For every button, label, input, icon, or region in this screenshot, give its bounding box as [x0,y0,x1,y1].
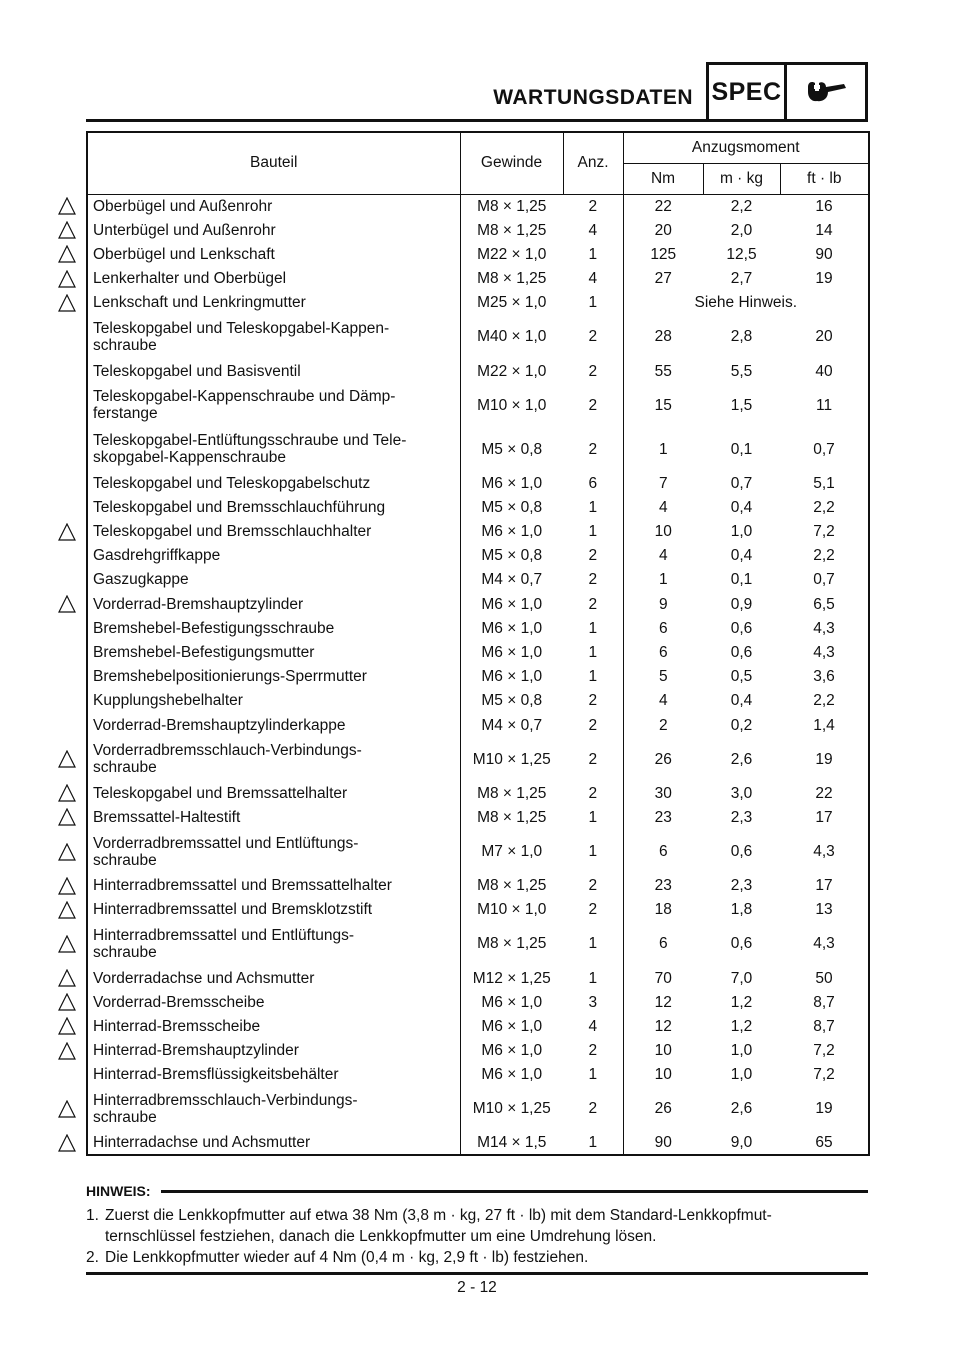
cell-thread: M8 × 1,25 [460,922,563,966]
table-row [87,427,869,471]
table-row [87,1039,869,1063]
cell-nm: 10 [623,520,703,544]
cell-thread: M5 × 0,8 [460,495,563,519]
table-row [87,805,869,829]
cell-nm: 6 [623,640,703,664]
cell-mkg: 2,0 [730,221,753,239]
cell-mkg: 1,0 [730,1066,753,1084]
cell-thread: M10 × 1,0 [460,898,563,922]
cell-qty: 2 [588,877,598,895]
cell-ftlb: 6,5 [813,595,835,613]
cell-nm: 23 [623,805,703,829]
cell-thread: M5 × 0,8 [460,427,563,471]
table-row [87,242,869,266]
cell-mkg: 2,3 [730,877,753,895]
cell-qty: 3 [588,993,598,1011]
cell-mkg: 0,1 [730,571,753,589]
cell-mkg: 2,6 [730,750,753,768]
cell-nm: 22 [623,194,703,218]
table-row [87,1131,869,1155]
cell-part: Hinterradbremsschlauch-Verbindungs- schraube [87,1087,460,1131]
cell-qty: 4 [588,221,598,239]
cell-ftlb: 2,2 [813,547,835,565]
table-row [87,713,869,737]
cell-part: Teleskopgabel-Kappenschraube und Dämp- ferstange [87,383,460,427]
cell-qty: 6 [588,474,598,492]
cell-ftlb: 50 [815,969,833,987]
cell-qty: 1 [588,843,598,861]
spec-badge [706,62,787,122]
cell-thread: M5 × 0,8 [460,689,563,713]
cell-thread: M6 × 1,0 [460,640,563,664]
cell-nm: 4 [623,689,703,713]
cell-part: Vorderradachse und Achsmutter [87,966,460,990]
note-heading: HINWEIS: [86,1182,151,1199]
cell-qty: 1 [588,668,598,686]
cell-qty: 1 [588,245,598,263]
cell-nm: 26 [623,1087,703,1131]
note-section [86,1182,868,1268]
cell-nm: 55 [623,359,703,383]
cell-qty: 1 [588,644,598,662]
cell-qty: 1 [588,935,598,953]
cell-part: Unterbügel und Außenrohr [87,218,460,242]
table-row [87,495,869,519]
cell-mkg: 0,6 [730,843,753,861]
table-row [87,665,869,689]
col-header-torque: Anzugsmoment [623,132,869,163]
cell-mkg: 7,0 [730,969,753,987]
cell-qty: 1 [588,808,598,826]
cell-qty: 2 [588,328,598,346]
page-title: WARTUNGSDATEN [493,86,693,109]
col-header-nm: Nm [623,163,703,194]
cell-nm: 23 [623,874,703,898]
cell-part: Hinterradbremssattel und Bremssattelhalter [87,874,460,898]
cell-thread: M6 × 1,0 [460,665,563,689]
cell-thread: M22 × 1,0 [460,242,563,266]
cell-qty: 1 [588,1133,598,1151]
cell-mkg: 0,5 [730,668,753,686]
cell-qty: 2 [588,595,598,613]
note-item: 1. Zuerst die Lenkkopfmutter auf etwa 38 Nm (3,8 m · kg, 27 ft · lb) mit dem Standard-Lenkkopfmut- ternschlüssel festziehen, danach die Lenkkopfmutter um eine Umdrehung lösen. [86,1207,772,1245]
cell-ftlb: 13 [815,901,833,919]
page-number: 2 - 12 [457,1279,497,1296]
table-row [87,689,869,713]
cell-mkg: 2,2 [730,197,753,215]
cell-nm: 1 [623,568,703,592]
cell-nm: 5 [623,665,703,689]
cell-nm: 15 [623,383,703,427]
cell-mkg: 12,5 [726,245,757,263]
cell-part: Bremshebel-Befestigungsmutter [87,640,460,664]
cell-qty: 4 [588,270,598,288]
table-row [87,315,869,359]
table-row [87,218,869,242]
torque-table-body [87,194,869,1155]
cell-part: Bremssattel-Haltestift [87,805,460,829]
cell-ftlb: 4,3 [813,644,835,662]
cell-ftlb: 17 [815,877,833,895]
cell-thread: M6 × 1,0 [460,471,563,495]
cell-nm: 26 [623,737,703,781]
col-header-thread: Gewinde [460,132,563,194]
cell-ftlb: 20 [815,328,833,346]
cell-ftlb: 11 [815,396,833,414]
cell-ftlb: 22 [815,784,833,802]
cell-thread: M10 × 1,25 [460,737,563,781]
cell-ftlb: 0,7 [813,440,835,458]
note-list [86,1205,868,1268]
cell-ftlb: 5,1 [813,474,835,492]
cell-part: Hinterradbremssattel und Entlüftungs- schraube [87,922,460,966]
cell-nm: 6 [623,830,703,874]
cell-part: Hinterradachse und Achsmutter [87,1131,460,1155]
cell-ftlb: 65 [815,1133,833,1151]
cell-thread: M8 × 1,25 [460,218,563,242]
cell-qty: 2 [588,362,598,380]
cell-part: Vorderrad-Bremshauptzylinderkappe [87,713,460,737]
cell-ftlb: 3,6 [813,668,835,686]
cell-part: Bremshebelpositionierungs-Sperrmutter [87,665,460,689]
cell-nm: 20 [623,218,703,242]
cell-thread: M10 × 1,25 [460,1087,563,1131]
cell-mkg: 0,7 [730,474,753,492]
table-row [87,194,869,218]
cell-part: Bremshebel-Befestigungsschraube [87,616,460,640]
cell-mkg: 0,4 [730,547,753,565]
cell-nm: 1 [623,427,703,471]
cell-nm: 9 [623,592,703,616]
cell-qty: 1 [588,523,598,541]
table-row [87,471,869,495]
cell-thread: M8 × 1,25 [460,194,563,218]
torque-table [86,131,870,1156]
cell-thread: M6 × 1,0 [460,616,563,640]
cell-ftlb: 7,2 [813,1066,835,1084]
cell-mkg: 0,6 [730,935,753,953]
table-row [87,990,869,1014]
table-row [87,1087,869,1131]
cell-nm: 10 [623,1063,703,1087]
cell-nm: 12 [623,1014,703,1038]
cell-ftlb: 90 [815,245,833,263]
cell-part: Lenkschaft und Lenkringmutter [87,291,460,315]
cell-nm: 90 [623,1131,703,1155]
cell-qty: 2 [588,784,598,802]
cell-mkg: 5,5 [730,362,753,380]
cell-nm: 27 [623,267,703,291]
cell-mkg: 1,2 [730,993,753,1011]
cell-nm: 6 [623,922,703,966]
cell-thread: M8 × 1,25 [460,267,563,291]
cell-thread: M7 × 1,0 [460,830,563,874]
cell-ftlb: 7,2 [813,1042,835,1060]
cell-thread: M8 × 1,25 [460,805,563,829]
cell-ftlb: 40 [815,362,833,380]
cell-qty: 1 [588,619,598,637]
torque-table-wrapper [86,131,868,1156]
cell-qty: 2 [588,692,598,710]
cell-thread: M6 × 1,0 [460,592,563,616]
cell-thread: M6 × 1,0 [460,520,563,544]
cell-qty: 1 [588,498,598,516]
cell-ftlb: 1,4 [813,716,835,734]
cell-mkg: 1,0 [730,523,753,541]
cell-ftlb: 19 [815,270,833,288]
cell-part: Teleskopgabel und Bremsschlauchführung [87,495,460,519]
cell-torque-note: Siehe Hinweis. [623,291,869,315]
cell-mkg: 1,0 [730,1042,753,1060]
cell-thread: M8 × 1,25 [460,874,563,898]
cell-ftlb: 7,2 [813,523,835,541]
cell-thread: M8 × 1,25 [460,781,563,805]
cell-ftlb: 4,3 [813,619,835,637]
table-row [87,922,869,966]
cell-ftlb: 8,7 [813,1017,835,1035]
table-row [87,640,869,664]
cell-ftlb: 4,3 [813,935,835,953]
cell-thread: M4 × 0,7 [460,713,563,737]
table-row [87,291,869,315]
table-row [87,737,869,781]
cell-qty: 2 [588,1100,598,1118]
table-row [87,781,869,805]
cell-ftlb: 16 [815,197,833,215]
col-header-qty: Anz. [563,132,623,194]
cell-qty: 2 [588,197,598,215]
cell-mkg: 0,4 [730,692,753,710]
cell-part: Vorderrad-Bremshauptzylinder [87,592,460,616]
cell-thread: M12 × 1,25 [460,966,563,990]
cell-thread: M6 × 1,0 [460,1063,563,1087]
cell-part: Hinterrad-Bremsscheibe [87,1014,460,1038]
col-header-ftlb: ft · lb [780,163,869,194]
cell-ftlb: 8,7 [813,993,835,1011]
cell-mkg: 0,9 [730,595,753,613]
cell-part: Gaszugkappe [87,568,460,592]
cell-mkg: 0,4 [730,498,753,516]
table-row [87,544,869,568]
cell-part: Hinterrad-Bremsflüssigkeitsbehälter [87,1063,460,1087]
cell-part: Teleskopgabel und Bremssattelhalter [87,781,460,805]
cell-nm: 7 [623,471,703,495]
cell-part: Vorderrad-Bremsscheibe [87,990,460,1014]
cell-part: Teleskopgabel und Teleskopgabel-Kappen- schraube [87,315,460,359]
wrench-icon [804,79,848,105]
cell-qty: 1 [588,969,598,987]
cell-nm: 125 [623,242,703,266]
cell-thread: M14 × 1,5 [460,1131,563,1155]
cell-ftlb: 2,2 [813,498,835,516]
cell-ftlb: 4,3 [813,843,835,861]
cell-nm: 10 [623,1039,703,1063]
cell-ftlb: 17 [815,808,833,826]
table-row [87,616,869,640]
cell-part: Gasdrehgriffkappe [87,544,460,568]
cell-ftlb: 14 [815,221,833,239]
cell-thread: M22 × 1,0 [460,359,563,383]
cell-qty: 2 [588,547,598,565]
cell-qty: 1 [588,294,598,312]
cell-mkg: 1,5 [730,396,753,414]
table-row [87,520,869,544]
cell-thread: M10 × 1,0 [460,383,563,427]
cell-qty: 1 [588,1066,598,1084]
cell-part: Hinterradbremssattel und Bremsklotzstift [87,898,460,922]
table-row [87,898,869,922]
cell-mkg: 2,7 [730,270,753,288]
cell-mkg: 0,2 [730,716,753,734]
cell-nm: 18 [623,898,703,922]
cell-mkg: 0,1 [730,440,753,458]
cell-mkg: 2,6 [730,1100,753,1118]
cell-ftlb: 19 [815,1100,833,1118]
col-header-part: Bauteil [87,132,460,194]
page-header [86,62,868,122]
cell-ftlb: 19 [815,750,833,768]
cell-mkg: 1,2 [730,1017,753,1035]
cell-qty: 2 [588,1042,598,1060]
table-row [87,592,869,616]
cell-qty: 2 [588,440,598,458]
table-row [87,1014,869,1038]
note-item: 2. Die Lenkkopfmutter wieder auf 4 Nm (0,4 m · kg, 2,9 ft · lb) festziehen. [86,1249,589,1266]
cell-part: Kupplungshebelhalter [87,689,460,713]
cell-part: Hinterrad-Bremshauptzylinder [87,1039,460,1063]
table-row [87,267,869,291]
cell-part: Teleskopgabel-Entlüftungsschraube und Tele- skopgabel-Kappenschraube [87,427,460,471]
table-row [87,1063,869,1087]
header-rule [86,119,708,122]
cell-mkg: 3,0 [730,784,753,802]
cell-qty: 2 [588,716,598,734]
cell-thread: M6 × 1,0 [460,990,563,1014]
cell-nm: 70 [623,966,703,990]
cell-qty: 2 [588,750,598,768]
cell-ftlb: 2,2 [813,692,835,710]
note-rule [161,1190,868,1193]
cell-qty: 2 [588,396,598,414]
footer-rule [86,1272,868,1275]
cell-nm: 12 [623,990,703,1014]
cell-part: Teleskopgabel und Teleskopgabelschutz [87,471,460,495]
cell-qty: 2 [588,901,598,919]
cell-nm: 6 [623,616,703,640]
table-row [87,568,869,592]
table-row [87,830,869,874]
cell-thread: M6 × 1,0 [460,1014,563,1038]
table-row [87,966,869,990]
cell-nm: 28 [623,315,703,359]
table-row [87,383,869,427]
cell-part: Oberbügel und Lenkschaft [87,242,460,266]
cell-mkg: 0,6 [730,619,753,637]
cell-mkg: 9,0 [730,1133,753,1151]
cell-part: Vorderradbremsschlauch-Verbindungs- schraube [87,737,460,781]
spec-badge-label: SPEC [711,77,782,106]
spec-icon-box [784,62,868,122]
page-footer [86,1272,868,1297]
cell-thread: M5 × 0,8 [460,544,563,568]
cell-nm: 4 [623,495,703,519]
cell-part: Teleskopgabel und Basisventil [87,359,460,383]
cell-mkg: 2,3 [730,808,753,826]
cell-qty: 4 [588,1017,598,1035]
cell-thread: M4 × 0,7 [460,568,563,592]
cell-part: Lenkerhalter und Oberbügel [87,267,460,291]
cell-part: Vorderradbremssattel und Entlüftungs- schraube [87,830,460,874]
cell-nm: 30 [623,781,703,805]
cell-mkg: 0,6 [730,644,753,662]
cell-nm: 4 [623,544,703,568]
cell-part: Oberbügel und Außenrohr [87,194,460,218]
cell-part: Teleskopgabel und Bremsschlauchhalter [87,520,460,544]
table-row [87,359,869,383]
cell-qty: 2 [588,571,598,589]
cell-nm: 2 [623,713,703,737]
table-row [87,874,869,898]
cell-mkg: 2,8 [730,328,753,346]
cell-thread: M40 × 1,0 [460,315,563,359]
cell-thread: M25 × 1,0 [460,291,563,315]
col-header-mkg: m · kg [703,163,780,194]
cell-mkg: 1,8 [730,901,753,919]
cell-thread: M6 × 1,0 [460,1039,563,1063]
cell-ftlb: 0,7 [813,571,835,589]
